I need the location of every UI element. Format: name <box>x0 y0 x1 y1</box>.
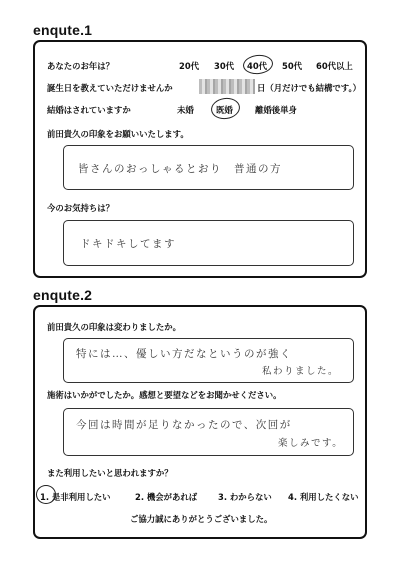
marriage-option-single[interactable]: 未婚 <box>177 105 194 115</box>
birthday-question: 誕生日を教えていただけませんか <box>47 83 173 93</box>
impression-change-answer-box[interactable] <box>63 338 354 383</box>
impression-change-question: 前田貴久の印象は変わりましたか。 <box>47 322 181 332</box>
enquete-1-panel <box>33 40 367 278</box>
age-option-40s[interactable]: 40代 <box>247 61 268 71</box>
impression-change-answer-line-1: 特には…、優しい方だなというのが強く <box>76 348 292 360</box>
impression-answer-box[interactable] <box>63 145 354 190</box>
feeling-answer-box[interactable] <box>63 220 354 266</box>
revisit-option-definitely[interactable]: 1. 是非利用したい <box>40 492 111 502</box>
selection-circle <box>210 96 242 121</box>
selection-circle <box>242 53 274 75</box>
marriage-option-married[interactable]: 既婚 <box>216 105 233 115</box>
birthday-suffix: 日（月だけでも結構です。） <box>257 83 362 93</box>
marriage-question: 結婚はされていますか <box>47 105 131 115</box>
revisit-question: また利用したいと思われますか？ <box>47 468 173 478</box>
treatment-question: 施術はいかがでしたか。感想と要望などをお聞かせください。 <box>47 390 282 400</box>
treatment-answer-line-1: 今回は時間が足りなかったので、次回が <box>76 419 292 431</box>
revisit-option-no[interactable]: 4. 利用したくない <box>288 492 359 502</box>
age-option-50s[interactable]: 50代 <box>282 61 303 71</box>
section-title-enquete-1: enqute.1 <box>33 22 93 38</box>
enquete-2-panel <box>33 305 367 539</box>
redacted-birthday <box>199 79 255 94</box>
feeling-question: 今のお気持ちは？ <box>47 203 114 213</box>
impression-answer: 皆さんのおっしゃるとおり 普通の方 <box>78 163 282 175</box>
section-title-enquete-2: enqute.2 <box>33 287 93 303</box>
age-question: あなたのお年は？ <box>47 61 114 71</box>
thanks-message: ご協力誠にありがとうございました。 <box>130 514 273 524</box>
impression-change-answer-line-2: 私わりました。 <box>262 366 340 377</box>
revisit-option-not-sure[interactable]: 3. わからない <box>218 492 272 502</box>
age-option-60s-plus[interactable]: 60代以上 <box>316 61 353 71</box>
treatment-answer-box[interactable] <box>63 408 354 456</box>
revisit-option-if-chance[interactable]: 2. 機会があれば <box>135 492 198 502</box>
age-option-30s[interactable]: 30代 <box>214 61 235 71</box>
treatment-answer-line-2: 楽しみです。 <box>278 438 344 449</box>
marriage-option-divorced[interactable]: 離婚後単身 <box>255 105 297 115</box>
feeling-answer: ドキドキしてます <box>80 238 176 250</box>
impression-question: 前田貴久の印象をお願いいたします。 <box>47 129 189 139</box>
selection-circle <box>36 485 56 504</box>
age-option-20s[interactable]: 20代 <box>179 61 200 71</box>
